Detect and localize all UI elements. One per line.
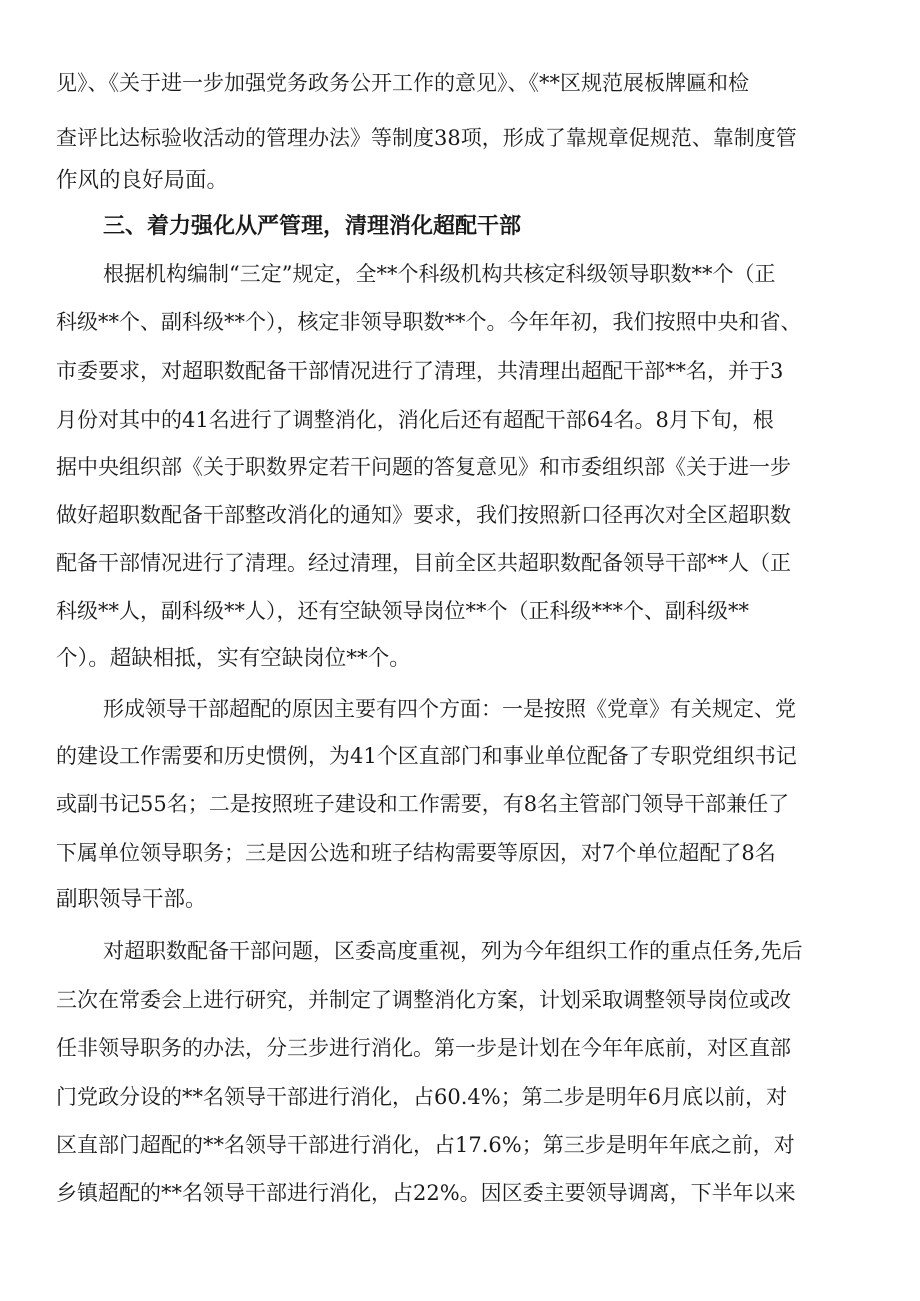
section-heading: 三、着力强化从严管理，清理消化超配干部 xyxy=(103,214,522,239)
text-line: 做好超职数配备干部整改消化的通知》要求，我们按照新口径再次对全区超职数 xyxy=(56,503,791,527)
text-line: 市委要求，对超职数配备干部情况进行了清理，共清理出超配干部**名，并于3 xyxy=(56,359,784,383)
text-line: 门党政分设的**名领导干部进行消化，占60.4%；第二步是明年6月底以前，对 xyxy=(56,1085,788,1109)
text-line: 三次在常委会上进行研究，并制定了调整消化方案，计划采取调整领导岗位或改 xyxy=(56,988,791,1012)
text-line: 区直部门超配的**名领导干部进行消化，占17.6%；第三步是明年年底之前，对 xyxy=(56,1133,795,1157)
text-line: 任非领导职务的办法，分三步进行消化。第一步是计划在今年年底前，对区直部 xyxy=(56,1036,791,1060)
text-line: 乡镇超配的**名领导干部进行消化，占22%。因区委主要领导调离，下半年以来 xyxy=(56,1181,796,1205)
text-line: 作风的良好局面。 xyxy=(56,168,229,193)
text-line: 或副书记55名；二是按照班子建设和工作需要，有8名主管部门领导干部兼任了 xyxy=(56,792,790,816)
text-line: 形成领导干部超配的原因主要有四个方面：一是按照《党章》有关规定、党 xyxy=(103,697,796,721)
text-line: 科级**人，副科级**人），还有空缺领导岗位**个（正科级***个、副科级** xyxy=(56,599,749,623)
text-line: 根据机构编制“三定”规定，全**个科级机构共核定科级领导职数**个（正 xyxy=(103,262,776,286)
text-line: 见》、《关于进一步加强党务政务公开工作的意见》、《**区规范展板牌匾和检 xyxy=(56,71,749,95)
text-line: 月份对其中的41名进行了调整消化，消化后还有超配干部64名。8月下旬，根 xyxy=(56,408,774,432)
text-line: 配备干部情况进行了清理。经过清理，目前全区共超职数配备领导干部**人（正 xyxy=(56,551,791,575)
text-line: 的建设工作需要和历史惯例，为41个区直部门和事业单位配备了专职党组织书记 xyxy=(56,744,797,768)
text-line: 下属单位领导职务；三是因公选和班子结构需要等原因，对7个单位超配了8名 xyxy=(56,841,776,865)
text-line: 科级**个、副科级**个），核定非领导职数**个。今年年初，我们按照中央和省、 xyxy=(56,310,802,334)
text-line: 对超职数配备干部问题，区委高度重视，列为今年组织工作的重点任务,先后 xyxy=(103,939,803,963)
text-line: 副职领导干部。 xyxy=(56,887,207,912)
text-line: 个）。超缺相抵，实有空缺岗位**个。 xyxy=(56,646,411,671)
text-line: 查评比达标验收活动的管理办法》等制度38项，形成了靠规章促规范、靠制度管 xyxy=(56,126,797,150)
text-line: 据中央组织部《关于职数界定若干问题的答复意见》和市委组织部《关于进一步 xyxy=(56,455,791,479)
